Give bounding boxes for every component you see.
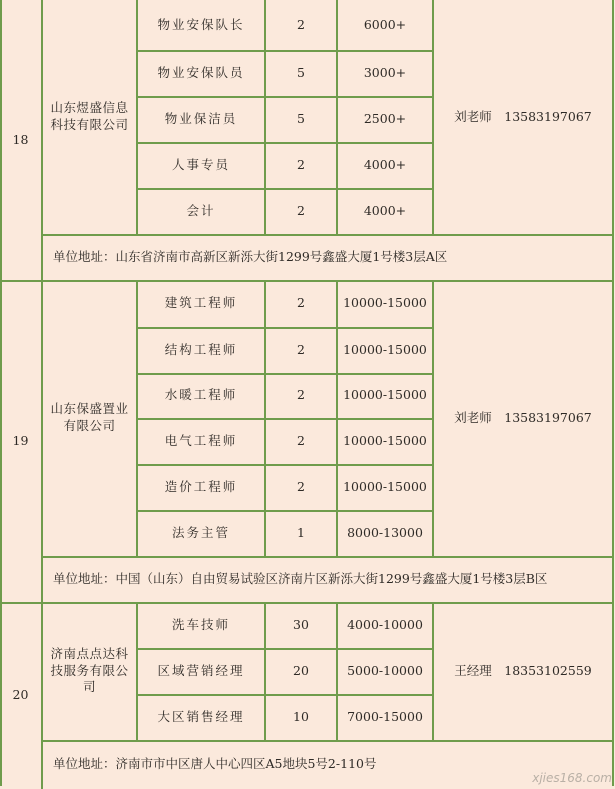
contact-info: 王经理 18353102559 [454, 662, 592, 678]
job-salary: 10000-15000 [343, 295, 427, 311]
company-address: 单位地址：中国（山东）自由贸易试验区济南片区新泺大街1299号鑫盛大厦1号楼3层B区 [53, 570, 548, 586]
contact-info: 刘老师 13583197067 [454, 409, 592, 425]
job-salary: 2500+ [363, 110, 407, 126]
company-name: 济南点点达科技服务有限公司 [50, 645, 129, 695]
job-salary: 5000-10000 [347, 662, 423, 678]
job-title: 建筑工程师 [164, 295, 238, 311]
job-count: 2 [297, 478, 305, 494]
job-count: 1 [297, 524, 305, 540]
job-title: 物业保洁员 [164, 110, 238, 126]
job-count: 2 [297, 341, 305, 357]
job-count: 2 [297, 387, 305, 403]
job-salary: 4000-10000 [347, 616, 423, 632]
job-count: 30 [293, 616, 309, 632]
company-name: 山东保盛置业有限公司 [50, 401, 129, 433]
job-salary: 10000-15000 [343, 341, 427, 357]
job-count: 20 [293, 662, 309, 678]
company-address: 单位地址：济南市市中区唐人中心四区A5地块5号2-110号 [53, 756, 377, 772]
entry-number: 20 [12, 687, 29, 703]
job-title: 物业安保队员 [157, 64, 245, 80]
company-name: 山东煜盛信息科技有限公司 [50, 100, 129, 132]
job-count: 2 [297, 432, 305, 448]
job-title: 结构工程师 [164, 341, 238, 357]
job-count: 2 [297, 156, 305, 172]
job-salary: 6000+ [363, 16, 407, 32]
job-salary: 4000+ [363, 156, 407, 172]
table-border-right [612, 0, 614, 786]
job-count: 5 [297, 64, 305, 80]
job-title: 水暖工程师 [164, 387, 238, 403]
job-count: 2 [297, 202, 305, 218]
job-title: 造价工程师 [164, 478, 238, 494]
job-title: 洗车技师 [171, 616, 230, 632]
job-salary: 7000-15000 [347, 708, 423, 724]
job-title: 大区销售经理 [157, 708, 245, 724]
job-count: 2 [297, 16, 305, 32]
job-title: 电气工程师 [164, 432, 238, 448]
job-count: 10 [293, 708, 309, 724]
job-salary: 10000-15000 [343, 478, 427, 494]
job-title: 区域营销经理 [157, 662, 245, 678]
watermark: xjies168.com [532, 771, 612, 785]
contact-info: 刘老师 13583197067 [454, 108, 592, 124]
job-title: 法务主管 [171, 524, 230, 540]
company-address: 单位地址：山东省济南市高新区新泺大街1299号鑫盛大厦1号楼3层A区 [53, 248, 448, 264]
job-count: 5 [297, 110, 305, 126]
entry-number: 19 [12, 432, 29, 448]
job-title: 人事专员 [171, 156, 230, 172]
job-salary: 8000-13000 [347, 524, 423, 540]
job-count: 2 [297, 295, 305, 311]
job-salary: 10000-15000 [343, 387, 427, 403]
job-salary: 10000-15000 [343, 432, 427, 448]
job-salary: 3000+ [363, 64, 407, 80]
job-title: 物业安保队长 [157, 16, 245, 32]
job-title: 会计 [186, 202, 216, 218]
job-salary: 4000+ [363, 202, 407, 218]
entry-number: 18 [12, 131, 29, 147]
